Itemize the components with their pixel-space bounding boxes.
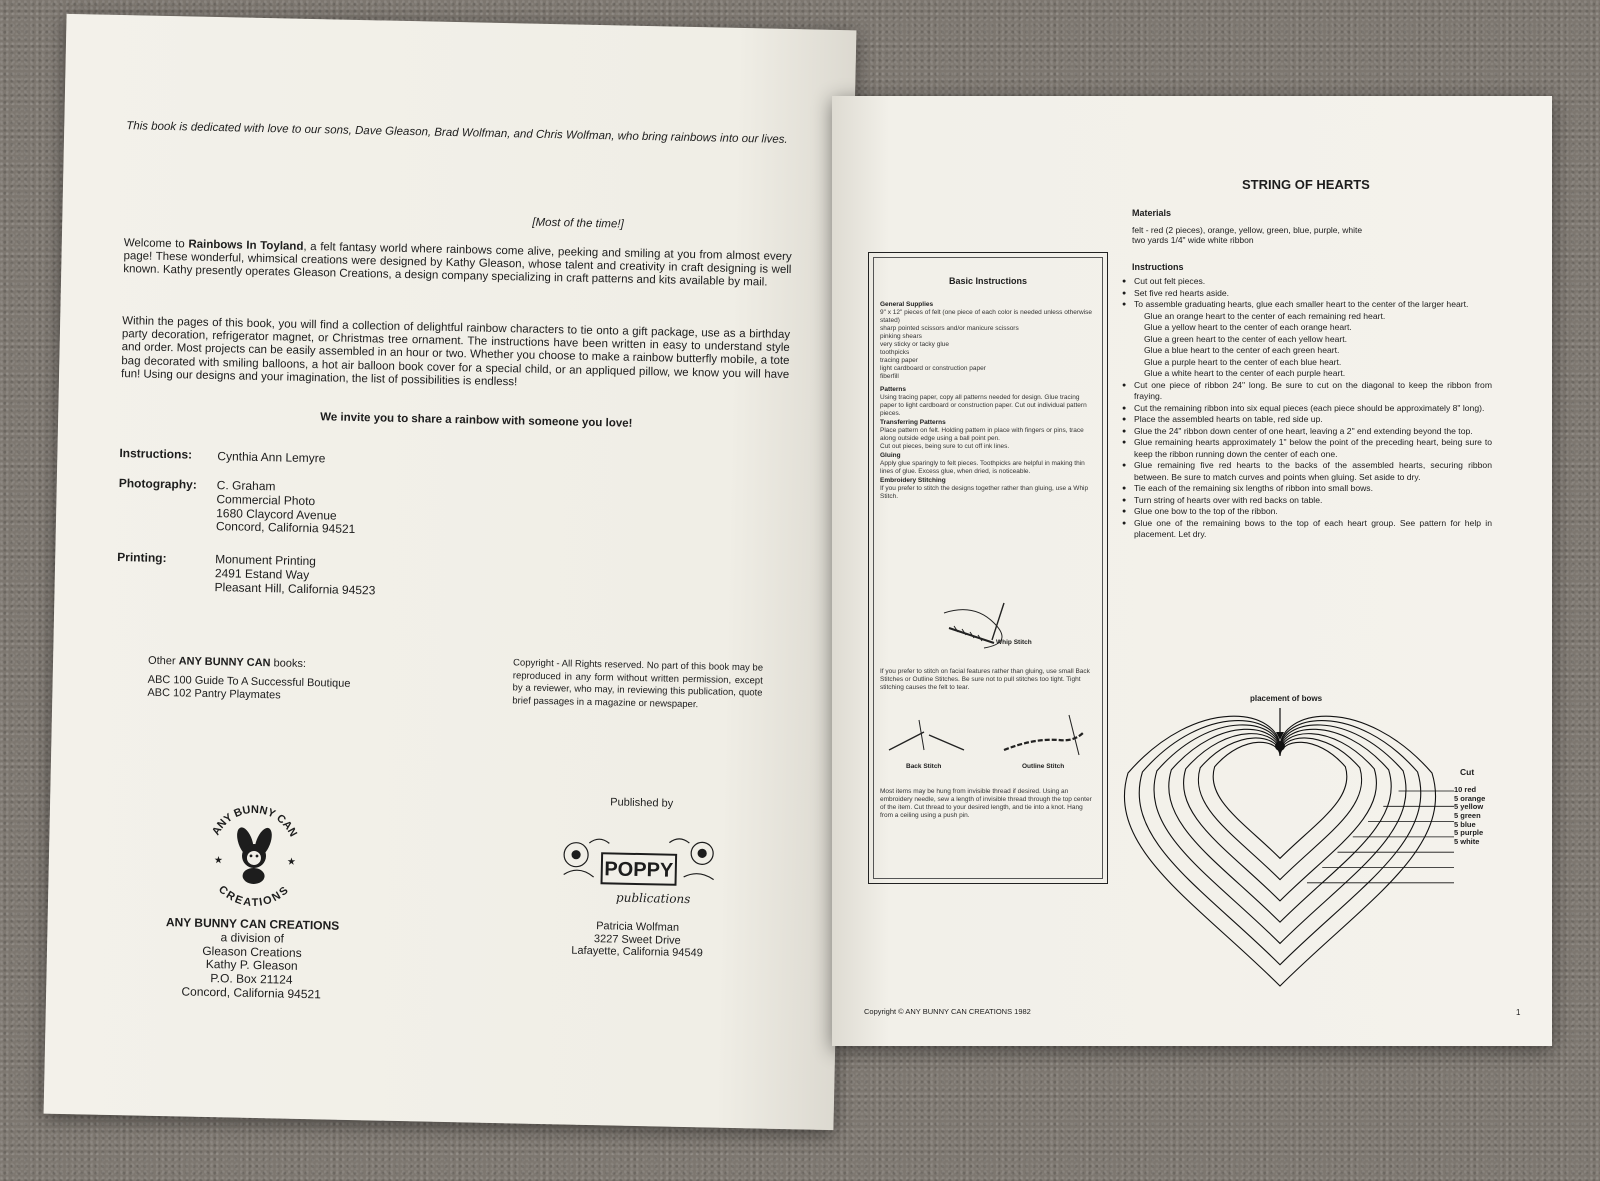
supply-item: toothpicks (880, 349, 910, 356)
poppy-subtitle: publications (615, 890, 691, 907)
cut-item: 10 red (1454, 785, 1477, 794)
material-item: felt - red (2 pieces), orange, yellow, green, blue, purple, white (1132, 225, 1363, 235)
right-page (832, 96, 1552, 1046)
placement-label: placement of bows (1250, 694, 1323, 703)
poppy-line: 3227 Sweet Drive (593, 932, 681, 947)
back-stitch-label: Back Stitch (906, 763, 942, 770)
material-item: two yards 1/4" wide white ribbon (1132, 234, 1254, 245)
other-books-prefix: Other (147, 654, 179, 668)
star-icon: ★ (286, 856, 296, 868)
poppy-wordmark: POPPY (604, 858, 674, 882)
left-page (44, 14, 857, 1130)
transferring-text: Place pattern on felt. Holding pattern in place with fingers or pins, trace along outside edge using a ball point pen. (880, 427, 1084, 442)
other-book-item: ABC 100 Guide To A Successful Boutique (147, 673, 351, 690)
bow-placement-dot (1275, 741, 1285, 751)
publisher-line: a division of (220, 930, 285, 946)
bunny-icon (233, 825, 276, 884)
supply-item: very sticky or tacky glue (880, 341, 949, 348)
publisher-line: Kathy P. Gleason (205, 957, 298, 974)
hang-text: Most items may be hung from invisible thread if desired. Using an embroidery needle, sew a length of invisible thread through the top center of the item. Cut thread to your desired length, and tie into a knot. Hang from a ceiling using a push pin. (880, 788, 1092, 819)
supply-item: tracing paper (880, 357, 918, 364)
sub-step: Glue an orange heart to the center of each remaining red heart. (1144, 310, 1386, 321)
heart-outline (1213, 742, 1347, 858)
instructions-label: Instructions (1132, 262, 1184, 272)
gluing-label: Gluing (880, 452, 901, 459)
dedication: This book is dedicated with love to our sons, Dave Gleason, Brad Wolfman, and Chris Wolfman, who bring rainbows into our lives. (126, 120, 788, 146)
instructions-steps (1122, 276, 1492, 541)
supply-item: 9" x 12" pieces of felt (one piece of each color is needed unless otherwise stated) (880, 309, 1093, 324)
supply-item: pinking shears (880, 333, 922, 340)
publisher-line: P.O. Box 21124 (210, 971, 293, 987)
embroidery-label: Embroidery Stitching (880, 477, 946, 484)
heart-outline (1184, 734, 1377, 901)
photography-line: C. Graham (216, 478, 276, 494)
star-icon: ★ (213, 855, 223, 867)
heart-outline (1139, 721, 1421, 965)
poppy-line: Patricia Wolfman (596, 920, 680, 934)
embroidery-text: If you prefer to stitch the designs together rather than gluing, use a Whip Stitch. (880, 485, 1089, 500)
printing-line: 2491 Estand Way (214, 565, 310, 582)
instructions-label: Instructions: (119, 446, 193, 462)
cut-item: 5 blue (1454, 819, 1476, 829)
publisher-line: Gleason Creations (202, 943, 302, 960)
step-item: ● Cut one piece of ribbon 24" long. Be sure to cut on the diagonal to keep the ribbon from fraying. (1122, 380, 1492, 403)
page-title: STRING OF HEARTS (1242, 177, 1370, 192)
step-item: ● Cut out felt pieces. (1122, 276, 1492, 288)
step-item: ● Set five red hearts aside. (1122, 288, 1492, 300)
step-item: ● Tie each of the remaining six lengths of ribbon into small bows. (1122, 483, 1492, 495)
whip-stitch-label: Whip Stitch (996, 639, 1032, 646)
cut-item: 5 white (1454, 836, 1480, 846)
printing-line: Monument Printing (215, 552, 317, 569)
other-book-item: ABC 102 Pantry Playmates (147, 686, 281, 702)
step-item: ● Glue one bow to the top of the ribbon. (1122, 506, 1492, 518)
photography-label: Photography: (118, 476, 197, 492)
basic-instructions-title: Basic Instructions (948, 276, 1028, 286)
outline-stitch-label: Outline Stitch (1022, 763, 1065, 770)
materials-label: Materials (1132, 208, 1172, 218)
poppy-line: Lafayette, California 94549 (571, 944, 703, 960)
basic-instructions-inner (873, 257, 1103, 879)
publisher-line: Concord, California 94521 (181, 984, 321, 1002)
step-item: ● Glue remaining hearts approximately 1" below the point of the preceding heart, being sure to keep the ribbon running down the center of each one. (1122, 437, 1492, 460)
printing-line: Pleasant Hill, California 94523 (214, 579, 376, 598)
nested-hearts (1124, 716, 1435, 986)
publisher-block (136, 916, 368, 1004)
sub-step: Glue a green heart to the center of each yellow heart. (1144, 333, 1348, 344)
other-books-heading (148, 654, 306, 671)
svg-text:ANY BUNNY CAN (210, 803, 300, 839)
instructions-value: Cynthia Ann Lemyre (217, 449, 326, 466)
logo-text-bottom: CREATIONS (215, 883, 291, 910)
poppy-publications-logo (553, 824, 725, 918)
cut-item: 5 orange (1454, 793, 1486, 803)
supply-item: light cardboard or construction paper (880, 365, 986, 372)
patterns-label: Patterns (880, 386, 907, 393)
publisher-line: ANY BUNNY CAN CREATIONS (165, 915, 340, 933)
sub-step: Glue a yellow heart to the center of each orange heart. (1144, 322, 1352, 332)
cut-item: 5 green (1454, 810, 1481, 820)
photography-line: Commercial Photo (216, 491, 316, 508)
printing-label: Printing: (117, 550, 167, 566)
patterns-text: Using tracing paper, copy all patterns needed for design. Glue tracing paper to light cardboard or construction paper. Cut out individual pattern pieces. (880, 394, 1087, 417)
step-item: ● Cut the remaining ribbon into six equal pieces (each piece should be approximately 8" long). (1122, 403, 1492, 415)
step-item: ● Place the assembled hearts on table, red side up. (1122, 414, 1492, 426)
photography-lines (216, 479, 357, 537)
other-books-suffix: books: (270, 657, 307, 671)
whip-stitch-illustration (934, 598, 1054, 658)
other-books-brand: ANY BUNNY CAN (178, 655, 271, 670)
invite-line: We invite you to share a rainbow with someone you love! (320, 411, 633, 430)
cut-item: 5 yellow (1454, 802, 1484, 812)
cut-leader-lines (1307, 791, 1454, 883)
heart-outline (1154, 725, 1406, 944)
materials-list (1132, 226, 1362, 246)
supply-item: fiberfill (880, 373, 899, 380)
book-title: Rainbows In Toyland (188, 238, 304, 253)
photography-line: 1680 Claycord Avenue (216, 505, 337, 523)
page-footer: Copyright © ANY BUNNY CAN CREATIONS 1982 (864, 1007, 1031, 1016)
poppy-address (552, 919, 723, 960)
basic-instructions-box (868, 252, 1108, 884)
dedication-note: [Most of the time!] (532, 216, 624, 231)
gluing-text: Apply glue sparingly to felt pieces. Toothpicks are helpful in making thin lines of glue. Excess glue, when dried, is noticeable. (880, 460, 1085, 475)
photography-line: Concord, California 94521 (215, 519, 356, 537)
sub-step: Glue a purple heart to the center of each blue heart. (1144, 356, 1342, 367)
step-item: ● To assemble graduating hearts, glue each smaller heart to the center of the larger heart. (1122, 299, 1492, 311)
cut-item: 5 purple (1454, 828, 1484, 838)
step-item: ● Glue remaining five red hearts to the backs of the assembled hearts, securing ribbon between. Be sure to match curves and points when gluing. Set aside to dry. (1122, 460, 1492, 483)
other-books-list (147, 674, 350, 704)
heart-pattern-diagram (1120, 696, 1520, 1006)
step-item: ● Glue the 24" ribbon down center of one heart, leaving a 2" end extending beyond the top. (1122, 426, 1492, 438)
cut-heading: Cut (1460, 767, 1475, 777)
svg-text:CREATIONS (216, 883, 291, 909)
cut-text: Cut out pieces, being sure to cut off ink lines. (880, 443, 1010, 450)
copyright-notice: Copyright - All Rights reserved. No part of this book may be reproduced in any form without written permission, except by a reviewer, who may, in reviewing this publication, quote brief passages in a magazine or newspaper. (512, 657, 764, 710)
stitch-illustrations (884, 710, 1104, 770)
basic-instructions-content (880, 300, 1096, 501)
published-by: Published by (610, 796, 674, 810)
sub-step: Glue a white heart to the center of each purple heart. (1144, 368, 1346, 378)
within-paragraph: Within the pages of this book, you will find a collection of delightful rainbow characters to tie onto a gift package, use as a birthday party decoration, refrigerator magnet, or Christmas tree ornament. The instructions have been written in easy to understand style and order. Most projects can be easily assembled in an hour or two. Whether you choose to make a rainbow butterfly mobile, a tote bag decorated with smiling balloons, a hot air balloon book cover for a special child, or an appliqued pillow, we know you will have fun! Using our designs and your imagination, the list of possibilities is endless! (120, 315, 791, 389)
cut-list (1454, 786, 1485, 846)
facial-text: If you prefer to stitch on facial features rather than gluing, use small Back Stitches or Outline Stitches. Be sure not to pull stitches too tight. Tight stitching causes the felt to tear. (880, 668, 1090, 691)
supplies-label: General Supplies (880, 301, 934, 308)
any-bunny-can-logo (198, 797, 310, 909)
welcome-paragraph (123, 237, 792, 291)
sub-step: Glue a blue heart to the center of each green heart. (1144, 345, 1340, 355)
welcome-rest: , a felt fantasy world where rainbows come alive, peeking and smiling at you from almost every page! These wonderful, whimsical creations were designed by Kathy Gleason, whose talent and creativity in craft designing is well known. Kathy presently operates Gleason Creations, a design company specializing in craft patterns and kits available by mail. (123, 240, 792, 290)
step-item: ● Turn string of hearts over with red backs on table. (1122, 495, 1492, 507)
step-item: ● Glue one of the remaining bows to the top of each heart group. See pattern for help in placement. Let dry. (1122, 518, 1492, 541)
welcome-prefix: Welcome to (123, 237, 189, 251)
logo-text-top: ANY BUNNY CAN (209, 803, 300, 839)
printing-lines (214, 553, 376, 598)
supply-item: sharp pointed scissors and/or manicure scissors (880, 325, 1019, 332)
transferring-label: Transferring Patterns (880, 419, 946, 426)
page-number: 1 (1516, 1008, 1521, 1017)
